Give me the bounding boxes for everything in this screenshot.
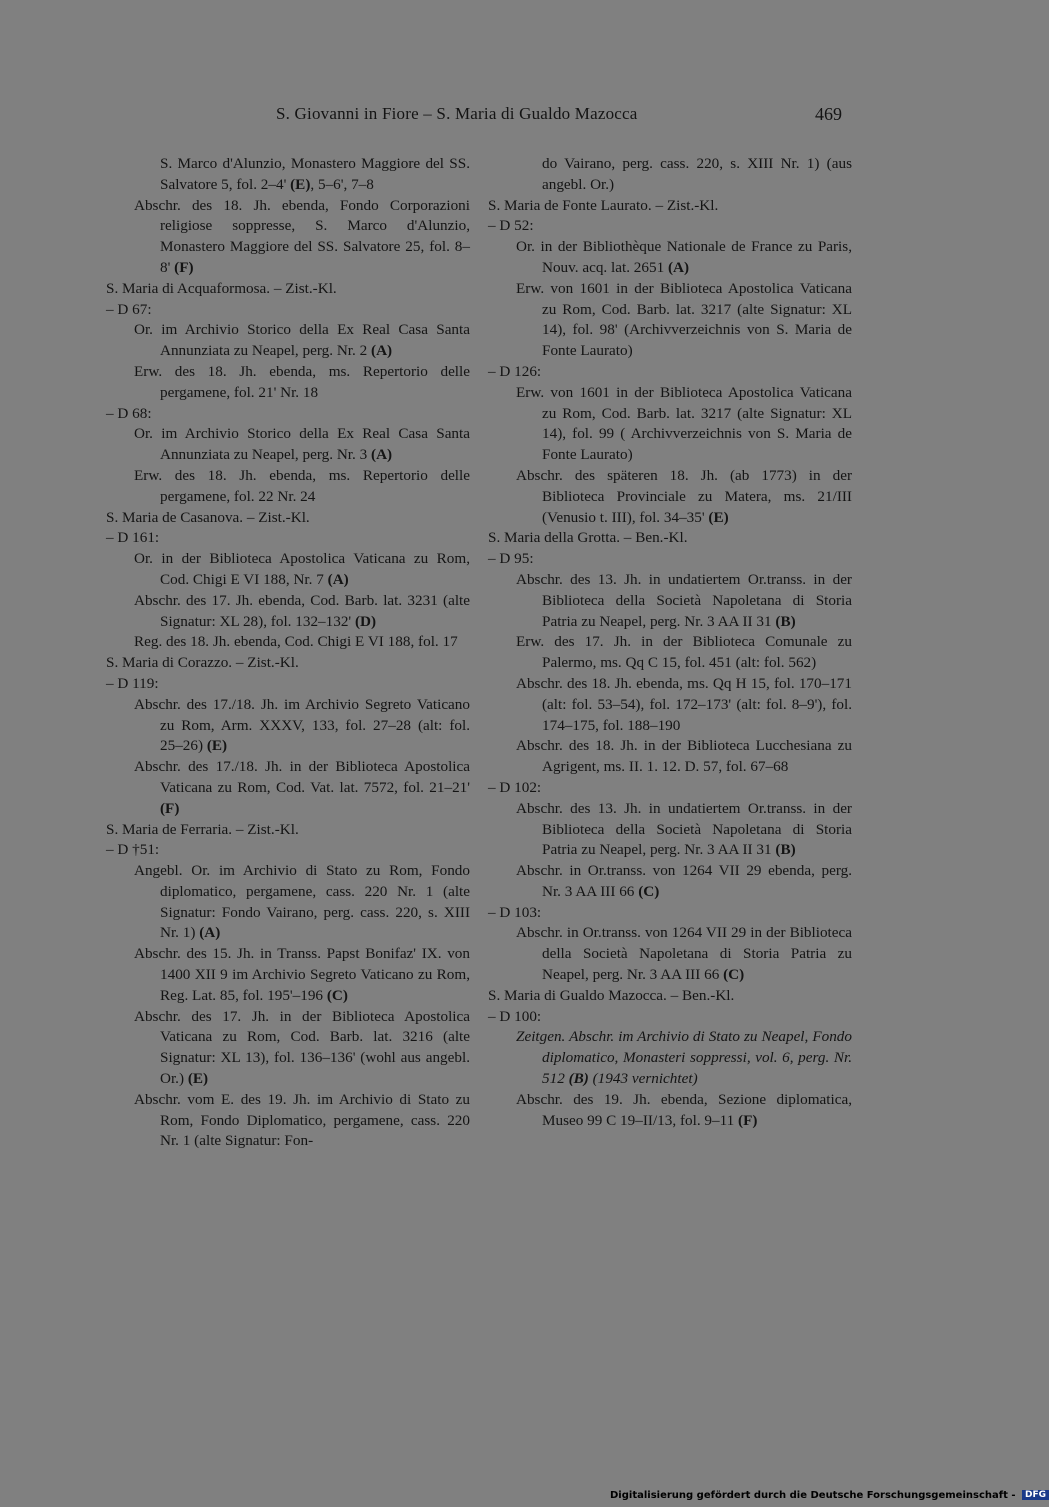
footer-credit (610, 1490, 1049, 1501)
entry-text: Erw. von 1601 in der Biblioteca Apostolica Vaticana zu Rom, Cod. Barb. lat. 3217 (alte Signatur: XL 14), fol. 98' (Archivverzeichnis von S. Maria de Fonte Laurato) (516, 279, 852, 360)
siglum: (A) (327, 570, 349, 588)
entry-line (488, 1027, 852, 1089)
entry-line (488, 632, 852, 674)
entry-line (488, 799, 852, 861)
entry-line (488, 528, 852, 549)
entry-line (488, 383, 852, 466)
entry-line (488, 736, 852, 778)
entry-text: Abschr. des späteren 18. Jh. (ab 1773) in der Biblioteca Provinciale zu Matera, ms. 21/III (Venusio t. III), fol. 34–35' (516, 466, 852, 526)
entry-text: Or. in der Bibliothèque Nationale de France zu Paris, Nouv. acq. lat. 2651 (516, 238, 852, 276)
entry-line (488, 1090, 852, 1132)
siglum: (B) (775, 612, 796, 630)
entry-line (106, 300, 470, 321)
entry-text: – D 161: (106, 529, 160, 547)
entry-text: S. Marco d'Alunzio, Monastero Maggiore del SS. Salvatore 5, fol. 2–4' (160, 155, 470, 193)
entry-text: Or. in der Biblioteca Apostolica Vaticana zu Rom, Cod. Chigi E VI 188, Nr. 7 (134, 550, 470, 588)
siglum: (F) (160, 799, 180, 817)
entry-text: Abschr. in Or.transs. von 1264 VII 29 in der Biblioteca della Società Napoletana di Storia Patria zu Neapel, perg. Nr. 3 AA III 66 (516, 924, 852, 984)
entry-text: Or. im Archivio Storico della Ex Real Casa Santa Annunziata zu Neapel, perg. Nr. 3 (134, 425, 470, 464)
entry-text: Or. im Archivio Storico della Ex Real Casa Santa Annunziata zu Neapel, perg. Nr. 2 (134, 321, 470, 360)
entry-text: – D †51: (106, 841, 160, 859)
entry-text: – D 119: (106, 674, 159, 692)
running-title: S. Giovanni in Fiore – S. Maria di Gualdo Mazocca (276, 104, 638, 123)
entry-text: – D 68: (106, 404, 152, 422)
right-column (488, 154, 852, 1131)
entry-line (106, 944, 470, 1006)
dfg-logo: DFG (1022, 1490, 1049, 1500)
siglum: (A) (667, 258, 690, 276)
entry-line (488, 861, 852, 903)
siglum: (E) (206, 737, 228, 755)
entry-text: Abschr. des 17./18. Jh. in der Biblioteca Apostolica Vaticana zu Rom, Cod. Vat. lat. 7572, fol. 21–21' (134, 758, 470, 796)
footer-credit-text: Digitalisierung gefördert durch die Deutsche Forschungsgemeinschaft - (610, 1490, 1016, 1501)
entry-text-after: (1943 vernichtet) (588, 1070, 698, 1088)
entry-line (488, 923, 852, 985)
entry-text: – D 102: (488, 778, 542, 796)
entry-text: Abschr. des 17. Jh. in der Biblioteca Apostolica Vaticana zu Rom, Cod. Barb. lat. 3216 (alte Signatur: XL 13), fol. 136–136' (wohl aus angebl. Or.) (134, 1007, 470, 1088)
entry-line (106, 154, 470, 196)
entry-text: Abschr. vom E. des 19. Jh. im Archivio di Stato zu Rom, Fondo Diplomatico, pergamene, cass. 220 Nr. 1 (alte Signatur: Fon- (134, 1090, 470, 1150)
siglum: (E) (187, 1070, 209, 1088)
siglum: (B) (568, 1070, 589, 1088)
entry-line (106, 424, 470, 466)
entry-line (488, 986, 852, 1007)
entry-line (106, 362, 470, 404)
entry-line (106, 695, 470, 757)
entry-text: do Vairano, perg. cass. 220, s. XIII Nr. 1) (aus angebl. Or.) (542, 155, 852, 193)
entry-text: Abschr. des 18. Jh. ebenda, ms. Qq H 15, fol. 170–171 (alt: fol. 53–54), fol. 172–173' (alt: fol. 8–9'), fol. 174–175, fol. 188–190 (516, 674, 852, 734)
entry-text: – D 52: (488, 217, 534, 235)
entry-text: Abschr. in Or.transs. von 1264 VII 29 ebenda, perg. Nr. 3 AA III 66 (516, 862, 852, 900)
entry-text: S. Maria di Corazzo. – Zist.-Kl. (106, 654, 299, 672)
siglum: (E) (708, 508, 729, 526)
running-head (0, 104, 1000, 130)
page-number: 469 (815, 104, 842, 124)
entry-text: Abschr. des 18. Jh. ebenda, Fondo Corporazioni religiose soppresse, S. Marco d'Alunzio, Monastero Maggiore del SS. Salvatore 25, fol. 8–8' (134, 196, 470, 276)
entry-line (106, 632, 470, 653)
siglum: (A) (199, 924, 221, 942)
siglum: (F) (174, 258, 194, 276)
entry-text: S. Maria de Ferraria. – Zist.-Kl. (106, 820, 299, 838)
entry-line (488, 903, 852, 924)
entry-line (488, 674, 852, 736)
entry-text: S. Maria di Acquaformosa. – Zist.-Kl. (106, 279, 337, 297)
entry-text: S. Maria de Casanova. – Zist.-Kl. (106, 508, 310, 526)
entry-line (488, 549, 852, 570)
entry-text: – D 100: (488, 1007, 542, 1025)
entry-line (106, 591, 470, 633)
entry-text: S. Maria di Gualdo Mazocca. – Ben.-Kl. (488, 986, 735, 1004)
siglum: (B) (775, 841, 796, 859)
entry-text: Abschr. des 19. Jh. ebenda, Sezione diplomatica, Museo 99 C 19–II/13, fol. 9–11 (516, 1090, 852, 1129)
entry-text: Erw. von 1601 in der Biblioteca Apostolica Vaticana zu Rom, Cod. Barb. lat. 3217 (alte Signatur: XL 14), fol. 99 ( Archivverzeichnis von S. Maria de Fonte Laurato) (516, 383, 852, 464)
entry-line (106, 1090, 470, 1152)
entry-line (488, 362, 852, 383)
entry-text: S. Maria de Fonte Laurato. – Zist.-Kl. (488, 196, 719, 214)
entry-line (488, 570, 852, 632)
entry-line (488, 154, 852, 196)
entry-text: Erw. des 18. Jh. ebenda, ms. Repertorio delle pergamene, fol. 21' Nr. 18 (134, 362, 470, 401)
entry-line (488, 466, 852, 528)
entry-text: Abschr. des 13. Jh. in undatiertem Or.transs. in der Biblioteca della Società Napoletana di Storia Patria zu Neapel, perg. Nr. 3 AA II 31 (516, 799, 852, 859)
entry-line (488, 1007, 852, 1028)
entry-text: Angebl. Or. im Archivio di Stato zu Rom, Fondo diplomatico, pergamene, cass. 220 Nr. 1 (alte Signatur: Fondo Vairano, perg. cass. 220, s. XIII Nr. 1) (134, 862, 470, 942)
entry-line (106, 549, 470, 591)
entry-text: – D 103: (488, 903, 542, 921)
entry-text-after: , 5–6', 7–8 (310, 175, 374, 193)
siglum: (A) (371, 342, 393, 360)
siglum: (A) (371, 446, 393, 464)
entry-text: Abschr. des 18. Jh. in der Biblioteca Lucchesiana zu Agrigent, ms. II. 1. 12. D. 57, fol. 67–68 (516, 737, 852, 776)
entry-text: Abschr. des 17. Jh. ebenda, Cod. Barb. lat. 3231 (alte Signatur: XL 28), fol. 132–132' (134, 591, 470, 630)
entry-line (106, 404, 470, 425)
entry-line (106, 840, 470, 861)
entry-line (106, 279, 470, 300)
entry-line (106, 674, 470, 695)
entry-line (106, 820, 470, 841)
entry-text: Erw. des 18. Jh. ebenda, ms. Repertorio delle pergamene, fol. 22 Nr. 24 (134, 466, 470, 505)
entry-line (488, 196, 852, 217)
entry-line (488, 237, 852, 279)
entry-text: – D 126: (488, 362, 542, 380)
entry-text: Abschr. des 17./18. Jh. im Archivio Segreto Vaticano zu Rom, Arm. XXXV, 133, fol. 27–28 (alt: fol. 25–26) (134, 695, 470, 755)
siglum: (C) (326, 986, 348, 1004)
entry-line (106, 757, 470, 819)
entry-line (106, 528, 470, 549)
entry-line (106, 508, 470, 529)
left-column (106, 154, 470, 1152)
entry-text: S. Maria della Grotta. – Ben.-Kl. (488, 529, 688, 547)
siglum: (F) (738, 1111, 758, 1129)
entry-line (106, 653, 470, 674)
entry-text: Reg. des 18. Jh. ebenda, Cod. Chigi E VI 188, fol. 17 (134, 633, 458, 651)
entry-line (488, 216, 852, 237)
siglum: (C) (723, 966, 745, 984)
entry-text: – D 67: (106, 300, 152, 318)
entry-text: Abschr. des 13. Jh. in undatiertem Or.transs. in der Biblioteca della Società Napoletana di Storia Patria zu Neapel, perg. Nr. 3 AA II 31 (516, 570, 852, 630)
entry-line (106, 861, 470, 944)
entry-line (106, 466, 470, 508)
siglum: (C) (638, 882, 660, 900)
entry-line (106, 196, 470, 279)
entry-line (488, 279, 852, 362)
entry-text: – D 95: (488, 550, 534, 568)
entry-line (106, 320, 470, 362)
entry-text: Erw. des 17. Jh. in der Biblioteca Comunale zu Palermo, ms. Qq C 15, fol. 451 (alt: fol. 562) (516, 633, 852, 672)
entry-line (488, 778, 852, 799)
entry-text: Abschr. des 15. Jh. in Transs. Papst Bonifaz' IX. von 1400 XII 9 im Archivio Segreto Vaticano zu Rom, Reg. Lat. 85, fol. 195'–196 (134, 945, 470, 1004)
siglum: (D) (354, 612, 377, 630)
entry-line (106, 1007, 470, 1090)
entry-text: Zeitgen. Abschr. im Archivio di Stato zu Neapel, Fondo diplomatico, Monasteri soppressi, vol. 6, perg. Nr. 512 (516, 1028, 852, 1088)
siglum: (E) (290, 175, 311, 193)
